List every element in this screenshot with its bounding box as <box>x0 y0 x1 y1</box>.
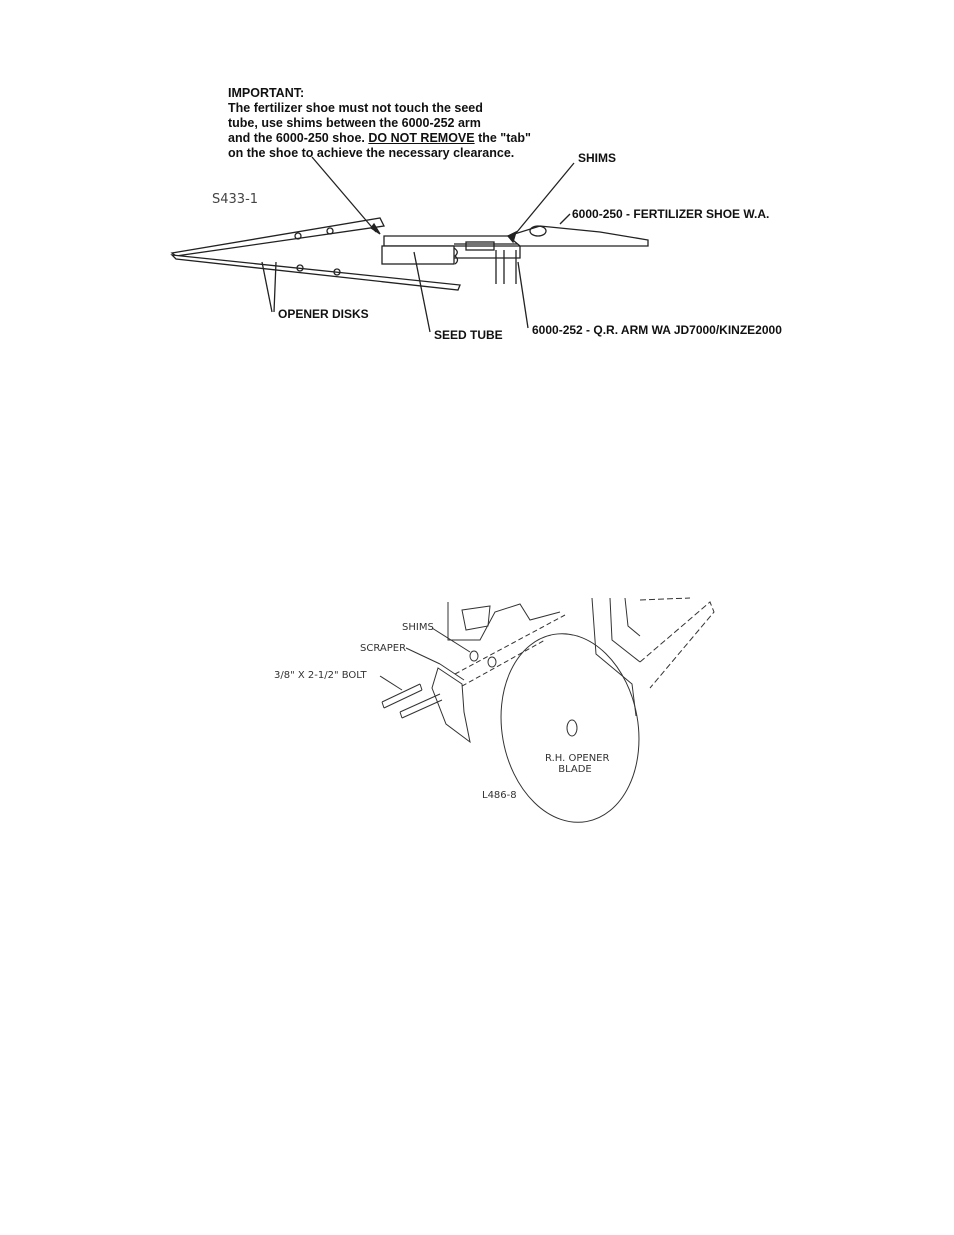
note-line-1: The fertilizer shoe must not touch the seed <box>228 101 483 115</box>
note-line-2: tube, use shims between the 6000-252 arm <box>228 116 481 130</box>
figure-2-id: L486-8 <box>482 790 517 801</box>
fertilizer-shoe <box>508 226 648 246</box>
leader-qr-arm <box>518 262 528 328</box>
label-scraper: SCRAPER <box>360 643 407 654</box>
label-qr-arm: 6000-252 - Q.R. ARM WA JD7000/KINZE2000 <box>532 323 782 337</box>
leader-note <box>312 157 376 232</box>
note-line-3-pre: and the 6000-250 shoe. <box>228 131 369 145</box>
note-heading: IMPORTANT: <box>228 86 305 100</box>
leader-scraper <box>406 648 440 664</box>
frame-left <box>448 602 560 640</box>
label-shims-1: SHIMS <box>578 151 617 165</box>
frame-dashed <box>640 602 714 688</box>
figure-2-drawing <box>380 598 714 833</box>
shim-washer-2 <box>488 657 496 667</box>
leader-bolt <box>380 676 402 690</box>
label-blade-line-2: BLADE <box>558 764 592 775</box>
note-line-4: on the shoe to achieve the necessary clearance. <box>228 146 515 160</box>
figure-1-drawing <box>172 157 648 332</box>
frame-bracket <box>462 606 490 630</box>
seed-tube-body <box>382 246 454 264</box>
figure-1-id: S433-1 <box>212 192 259 207</box>
frame-right-plate <box>625 598 640 636</box>
note-do-not-remove: DO NOT REMOVE <box>368 131 475 145</box>
note-line-3-post: the "tab" <box>474 131 531 145</box>
label-fertilizer-shoe: 6000-250 - FERTILIZER SHOE W.A. <box>572 207 770 221</box>
label-blade-line-1: R.H. OPENER <box>545 753 610 764</box>
frame-right-inner <box>610 598 640 662</box>
frame-top-dashed <box>640 598 690 600</box>
leader-shoe <box>560 214 570 224</box>
label-opener-disks: OPENER DISKS <box>278 307 369 321</box>
label-bolt: 3/8" X 2-1/2" BOLT <box>274 670 367 681</box>
label-shims-2: SHIMS <box>402 622 434 633</box>
shim-washer-1 <box>470 651 478 661</box>
opener-disk-upper <box>172 218 384 256</box>
label-seed-tube: SEED TUBE <box>434 328 503 342</box>
rh-opener-blade <box>487 623 654 834</box>
scraper-part <box>432 668 470 742</box>
arm-post <box>496 250 516 284</box>
